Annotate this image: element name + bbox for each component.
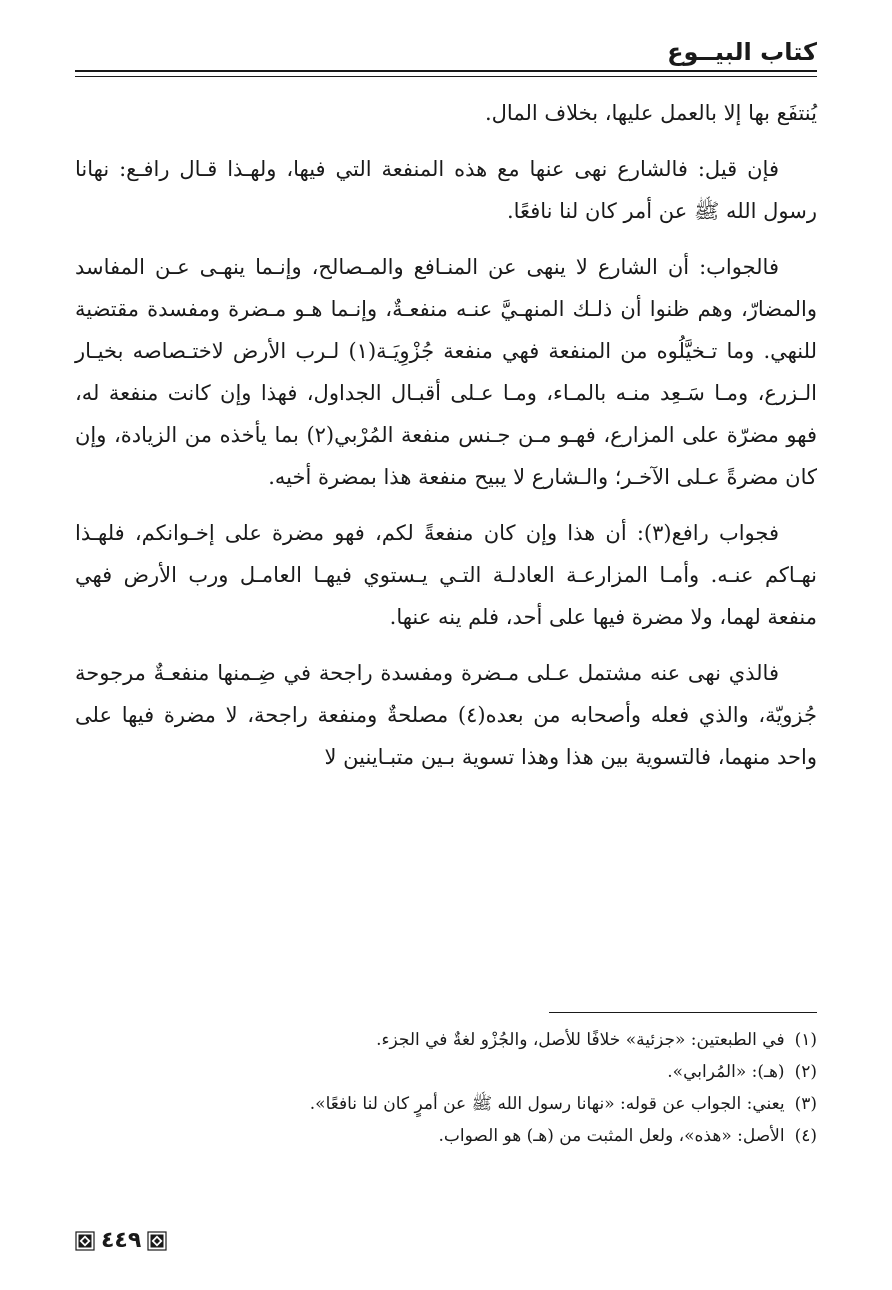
footnote-text: يعني: الجواب عن قوله: «نهانا رسول الله ﷺ عن أمرٍ كان لنا نافعًا».: [309, 1094, 785, 1114]
paragraph-4: فجواب رافع(٣): أن هذا وإن كان منفعةً لكم، فهو مضرة على إخـوانكم، فلهـذا نهـاكم عنـه. وأمـا المزارعـة العادلـة التـي يـستوي فيهـا العامـل ورب الأرض فهي منفعة لهما، ولا مضرة فيها على أحد، فلم ينه عنها.: [75, 521, 817, 629]
paragraph-5: فالذي نهى عنه مشتمل عـلى مـضرة ومفسدة راجحة في ضِـمنها منفعـةٌ مرجوحة جُزويّة، والذي فعله وأصحابه من بعده(٤) مصلحةٌ ومنفعة راجحة، لا مضرة فيها على واحد منهما، فالتسوية بين هذا وهذا تسوية بـين متبـاينين لا: [75, 661, 817, 769]
header-rule-thick: [75, 70, 817, 72]
footnote-4: [75, 1120, 817, 1152]
page-header: [75, 30, 817, 76]
footnote-number: (٢): [794, 1062, 817, 1082]
paragraph-3: فالجواب: أن الشارع لا ينهى عن المنـافع والمـصالح، وإنـما ينهـى عـن المفاسد والمضارّ، وهم ظنوا أن ذلـك المنهـيَّ عنـه منفعـةٌ، وإنـما هـو مـضرة ومفسدة مقتضية للنهي. وما تـخيَّلُوه من المنفعة فهي منفعة جُزْوِيَـة(١) لـرب الأرض لاختـصاصه بخيـار الـزرع، ومـا سَـعِد منـه بالمـاء، ومـا عـلى أقبـال الجداول، فهذا وإن كانت منفعة له، فهو مضرّة على المزارع، فهـو مـن جـنس منفعة المُرْبي(٢) بما يأخذه من الزيادة، وإن كان مضرةً عـلى الآخـر؛ والـشارع لا يبيح منفعة هذا بمضرة أخيه.: [75, 255, 817, 489]
footnote-number: (٣): [794, 1094, 817, 1114]
footnote-number: (١): [794, 1030, 817, 1050]
footnote-3: [75, 1088, 817, 1120]
page-footer: [75, 1224, 167, 1258]
square-ornament-icon: [147, 1231, 167, 1251]
paragraph-2: فإن قيل: فالشارع نهى عنها مع هذه المنفعة التي فيها، ولهـذا قـال رافـع: نهانا رسول الله ﷺ عن أمر كان لنا نافعًا.: [75, 157, 817, 223]
running-title: كتاب البيــوع: [667, 38, 817, 66]
paragraph-1: يُنتفَع بها إلا بالعمل عليها، بخلاف المال.: [484, 101, 817, 125]
footnote-text: الأصل: «هذه»، ولعل المثبت من (هـ) هو الصواب.: [438, 1126, 785, 1146]
square-ornament-icon: [75, 1231, 95, 1251]
footnote-1: [75, 1024, 817, 1056]
body-text: [75, 92, 817, 792]
header-rule-thin: [75, 76, 817, 77]
page-number: ٤٤٩: [101, 1228, 142, 1253]
footnotes: [75, 1024, 817, 1152]
footnote-text: (هـ): «المُرابي».: [667, 1062, 785, 1082]
footnote-separator: [549, 1012, 817, 1013]
footnote-number: (٤): [794, 1126, 817, 1146]
footnote-2: [75, 1056, 817, 1088]
footnote-text: في الطبعتين: «جزئية» خلافًا للأصل، والجُزْو لغةٌ في الجزء.: [376, 1030, 785, 1050]
